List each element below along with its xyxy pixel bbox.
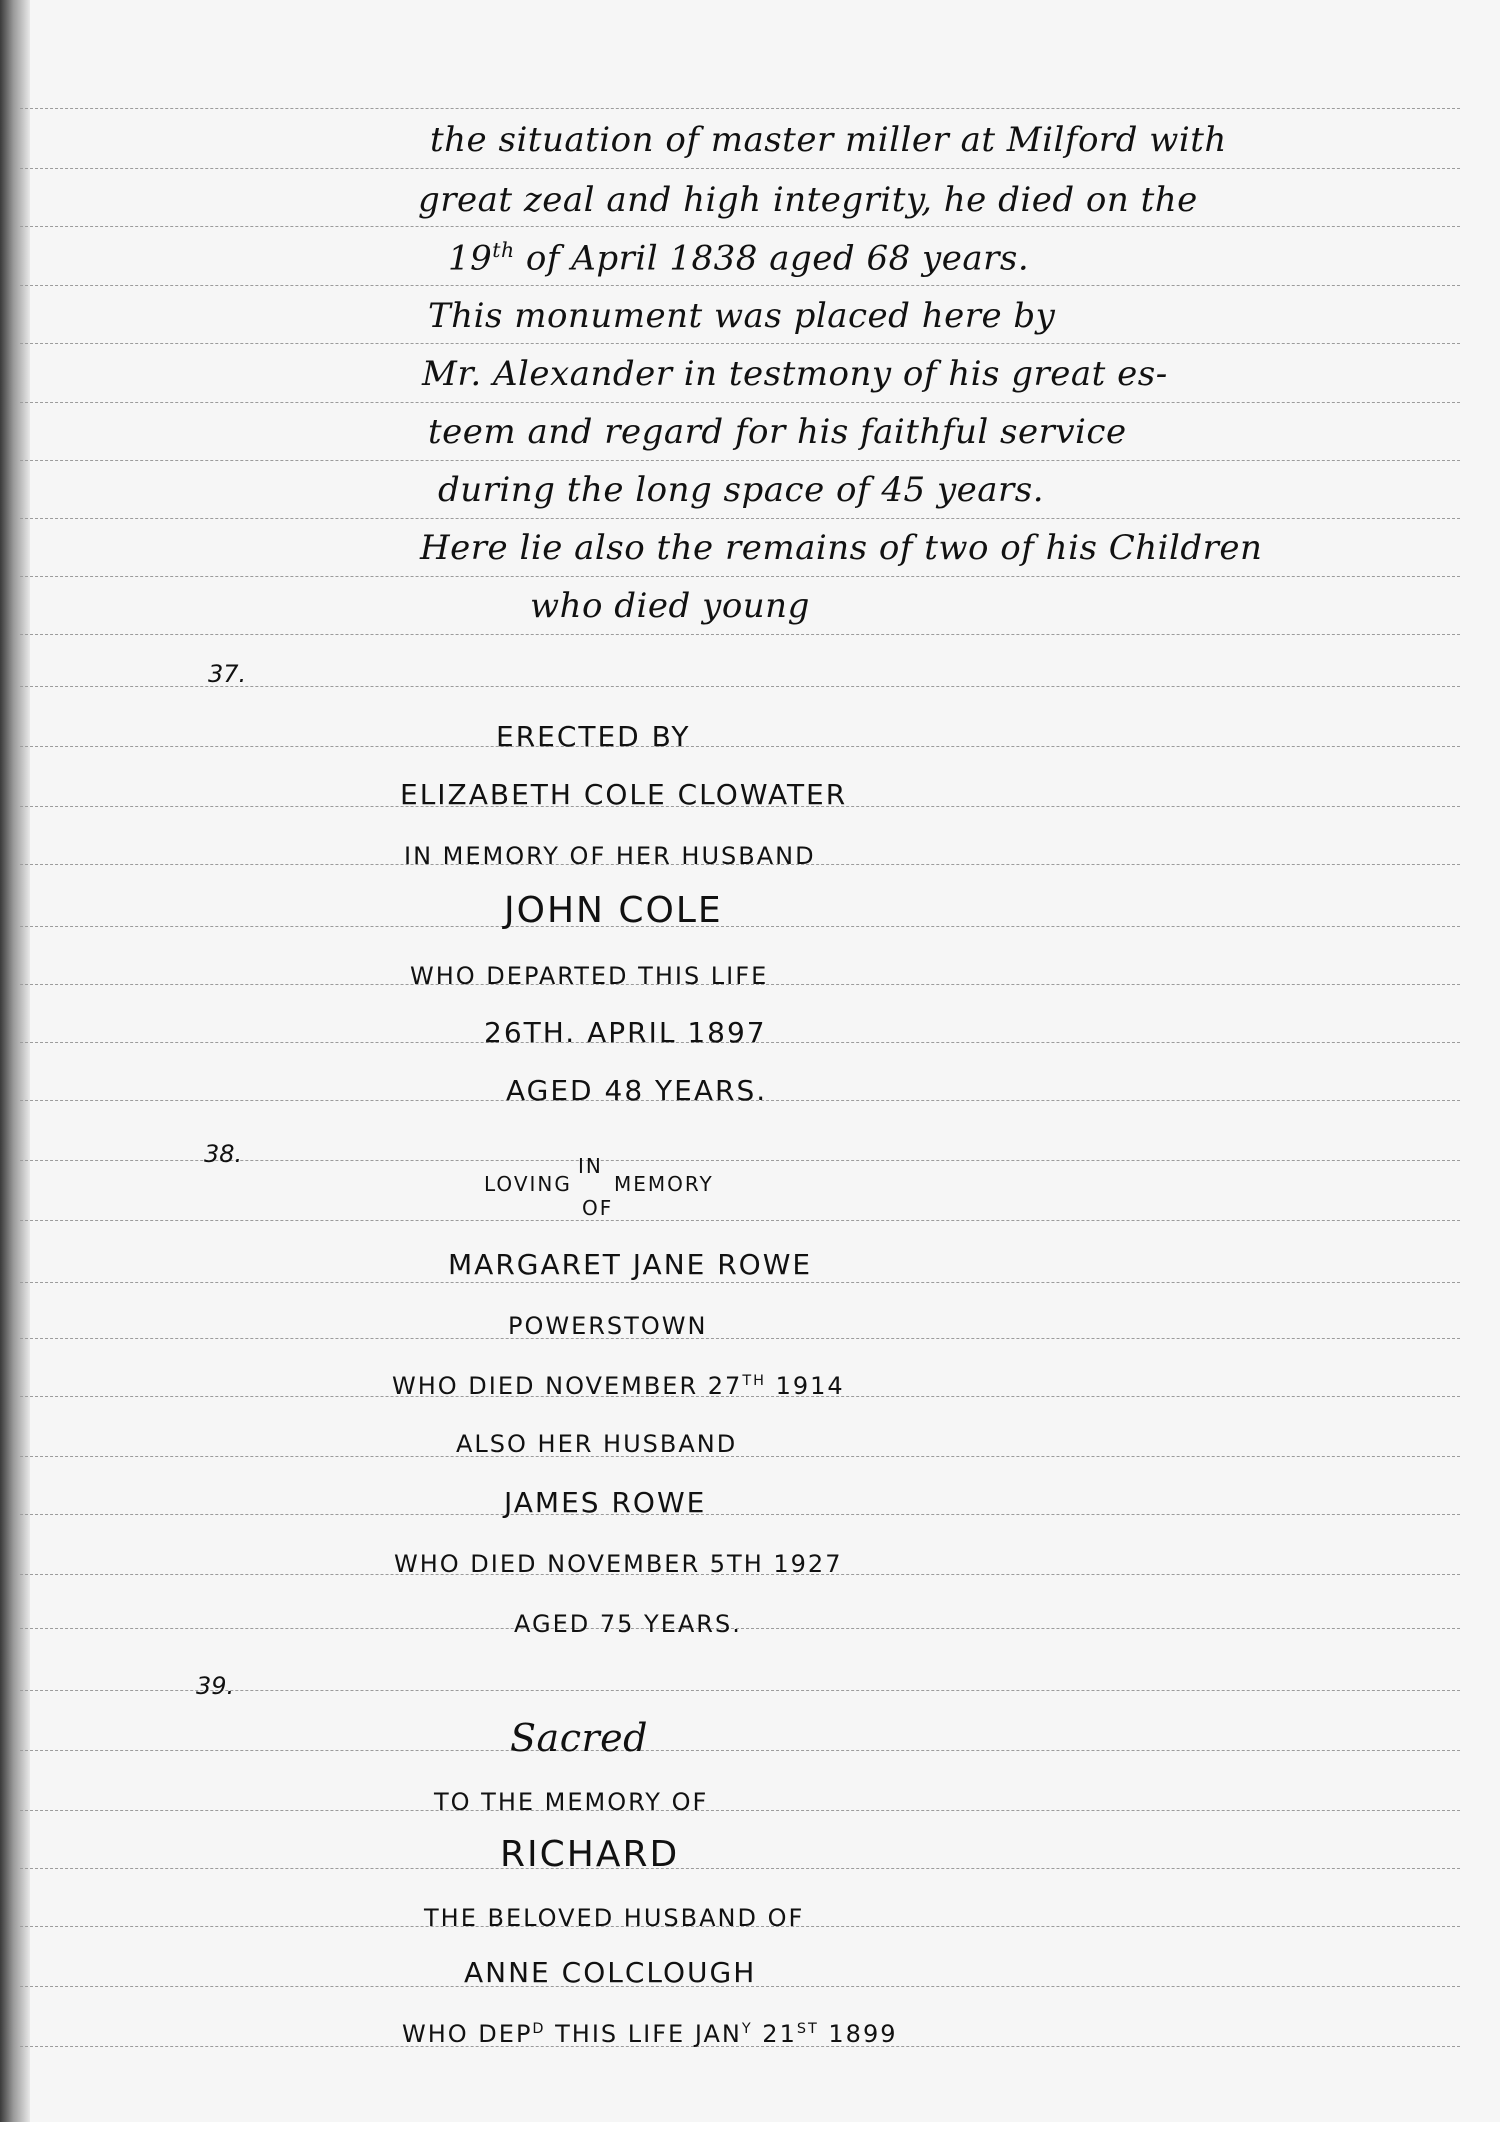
continuation-line-7: during the long space of 45 years. [438,470,1045,510]
entry-38-of: OF [582,1196,614,1220]
entry-38-line-4: WHO DIED NOVEMBER 27TH 1914 [392,1372,845,1400]
continuation-line-3: 19th of April 1838 aged 68 years. [448,238,1030,279]
entry-37-line-5: WHO DEPARTED THIS LIFE [410,962,769,990]
continuation-line-2: great zeal and high integrity, he died on the [418,180,1198,220]
entry-37-line-3: IN MEMORY OF HER HUSBAND [404,842,816,870]
entry-38-loving: LOVING [484,1172,572,1196]
entry-39-line-3: RICHARD [500,1834,680,1875]
entry-39-line-1: Sacred [510,1716,648,1760]
continuation-line-6: teem and regard for his faithful service [428,412,1127,452]
entry-39-line-5: ANNE COLCLOUGH [464,1956,757,1989]
continuation-line-1: the situation of master miller at Milford with [430,120,1227,160]
entry-39-line-4: THE BELOVED HUSBAND OF [424,1904,805,1932]
entry-37-line-1: ERECTED BY [496,720,691,753]
entry-37-line-4: JOHN COLE [504,890,723,931]
entry-38-line-5: ALSO HER HUSBAND [456,1430,738,1458]
entry-37-line-6: 26TH. APRIL 1897 [484,1016,767,1049]
continuation-line-8: Here lie also the remains of two of his Children [420,528,1263,568]
entry-number: 38. [204,1140,243,1168]
entry-39-line-2: TO THE MEMORY OF [434,1788,709,1816]
entry-number: 39. [196,1672,235,1700]
continuation-line-9: who died young [530,586,810,626]
entry-38-line-7: WHO DIED NOVEMBER 5TH 1927 [394,1550,843,1578]
entry-39-line-6: WHO $DEP^D$ THIS LIFE $JAN^Y$ 21ST 1899 [402,2020,898,2048]
entry-38-line-3: POWERSTOWN [508,1312,708,1340]
entry-38-line-8: AGED 75 YEARS. [514,1610,742,1638]
entry-37-line-7: AGED 48 YEARS. [506,1074,768,1107]
continuation-line-5: Mr. Alexander in testmony of his great es- [422,354,1168,394]
scan-bottom-border [0,2122,1500,2137]
entry-38-in: IN [578,1154,603,1178]
continuation-line-4: This monument was placed here by [428,296,1056,336]
entry-number: 37. [208,660,247,688]
entry-38-line-2: MARGARET JANE ROWE [448,1248,813,1281]
entry-37-line-2: ELIZABETH COLE CLOWATER [400,778,848,811]
entry-38-memory: MEMORY [614,1172,714,1196]
entry-38-line-6: JAMES ROWE [504,1486,707,1519]
